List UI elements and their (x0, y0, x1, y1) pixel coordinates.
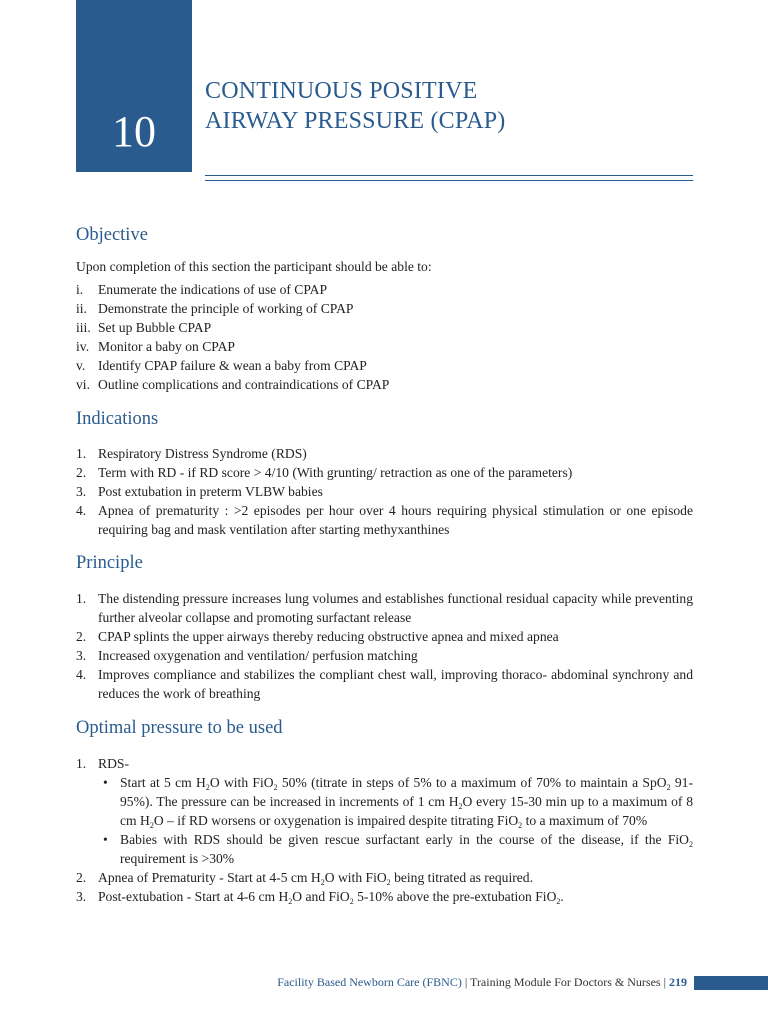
list-item-text: CPAP splints the upper airways thereby reducing obstructive apnea and mixed apnea (98, 629, 559, 644)
list-item (76, 299, 693, 318)
objective-intro: Upon completion of this section the participant should be able to: (76, 259, 432, 274)
principle-section (76, 550, 693, 703)
list-item-text: Identify CPAP failure & wean a baby from CPAP (98, 358, 367, 373)
list-item (76, 754, 693, 868)
list-item-text: Enumerate the indications of use of CPAP (98, 282, 328, 297)
list-item: 2. Apnea of Prematurity - Start at 4-5 cm $H_2O$ with FiO$_2$ being titrated as required. (76, 870, 533, 887)
optimal-pressure-section (76, 715, 693, 906)
chapter-number-box (76, 0, 192, 172)
list-item (76, 646, 693, 665)
list-marker: iii. (76, 320, 91, 335)
indications-heading: Indications (76, 409, 159, 429)
list-item-text: Monitor a baby on CPAP (98, 339, 235, 354)
rds-bullet-list (98, 773, 693, 868)
list-item-text: Increased oxygenation and ventilation/ perfusion matching (98, 648, 418, 663)
list-item: 3. Post-extubation - Start at 4-6 cm $H_2O$ and FiO$_2$ 5-10% above the pre-extubation FiO$_2$. (76, 889, 564, 906)
list-item-text: Improves compliance and stabilizes the compliant chest wall, improving thoraco- abdominal synchrony and reduces the work of breathing (98, 667, 693, 701)
list-marker: 3. (76, 484, 87, 499)
bullet-marker: • (103, 775, 108, 790)
bullet-marker: • (103, 832, 108, 847)
list-item (76, 375, 693, 394)
principle-list (76, 589, 693, 703)
list-item (76, 627, 693, 646)
list-marker: iv. (76, 339, 90, 354)
list-marker: 3. (76, 889, 87, 904)
list-marker: 2. (76, 465, 87, 480)
footer-program-name: Facility Based Newborn Care (FBNC) (277, 975, 462, 989)
list-marker: 1. (76, 446, 87, 461)
list-marker: v. (76, 358, 86, 373)
list-item-text: Apnea of prematurity : >2 episodes per hour over 4 hours requiring physical stimulation or one episode requiring bag and mask ventilation after starting methyxanthines (98, 503, 693, 537)
list-item (76, 463, 693, 482)
page-number: 219 (669, 975, 687, 989)
list-marker: 2. (76, 629, 87, 644)
list-item-text: Term with RD - if RD score > 4/10 (With grunting/ retraction as one of the parameters) (98, 465, 573, 480)
indications-list (76, 444, 693, 539)
footer-separator: | (660, 975, 669, 989)
list-marker: 1. (76, 591, 87, 606)
optimal-pressure-heading: Optimal pressure to be used (76, 718, 283, 738)
indications-section (76, 406, 693, 539)
footer-accent-bar (694, 976, 768, 990)
chapter-title (205, 76, 705, 136)
list-marker: 1. (76, 756, 87, 771)
footer-separator: | (461, 975, 471, 989)
chapter-title-line-1: CONTINUOUS POSITIVE (205, 78, 478, 104)
list-item (76, 501, 693, 539)
objective-list (76, 280, 693, 394)
bullet-item: • Start at 5 cm $H_2O$ with FiO$_2$ 50% (titrate in steps of 5% to a maximum of 70% to maintain a SpO$_2$ 91-95%). The pressure can be increased in increments of 1 cm $H_2O$ every 15-30 min up to a maximum of 8 cm $H_2O$ – if RD worsens or oxygenation is impaired despite titrating FiO$_2$ to a maximum of 70% (103, 775, 693, 830)
list-item (76, 482, 693, 501)
list-item (76, 280, 693, 299)
list-marker: ii. (76, 301, 87, 316)
footer-module-name: Training Module For Doctors & Nurses (470, 975, 661, 989)
list-marker: vi. (76, 377, 90, 392)
title-divider (205, 175, 693, 181)
chapter-number: 10 (112, 107, 156, 156)
list-item (76, 337, 693, 356)
optimal-pressure-list (76, 754, 693, 906)
list-marker: i. (76, 282, 84, 297)
list-marker: 4. (76, 667, 87, 682)
list-item-text: Post extubation in preterm VLBW babies (98, 484, 323, 499)
list-marker: 4. (76, 503, 87, 518)
list-item (76, 589, 693, 627)
objective-heading: Objective (76, 225, 148, 245)
list-item (76, 318, 693, 337)
list-item-text: Set up Bubble CPAP (98, 320, 212, 335)
list-item (76, 356, 693, 375)
list-item-text: The distending pressure increases lung volumes and establishes functional residual capacity while preventing further alveolar collapse and promoting surfactant release (98, 591, 693, 625)
list-item-text: Demonstrate the principle of working of CPAP (98, 301, 354, 316)
principle-heading: Principle (76, 553, 143, 573)
list-item (76, 444, 693, 463)
list-item-text: RDS- (98, 756, 129, 771)
page-footer (277, 974, 687, 990)
list-marker: 2. (76, 870, 87, 885)
list-item-text: Outline complications and contraindications of CPAP (98, 377, 390, 392)
list-item (76, 665, 693, 703)
list-marker: 3. (76, 648, 87, 663)
list-item-text: Respiratory Distress Syndrome (RDS) (98, 446, 307, 461)
bullet-item: • Babies with RDS should be given rescue surfactant early in the course of the disease, if the FiO$_2$ requirement is >30% (103, 832, 693, 866)
chapter-title-line-2: AIRWAY PRESSURE (CPAP) (205, 108, 506, 134)
page-content (76, 222, 693, 906)
objective-section (76, 222, 693, 394)
